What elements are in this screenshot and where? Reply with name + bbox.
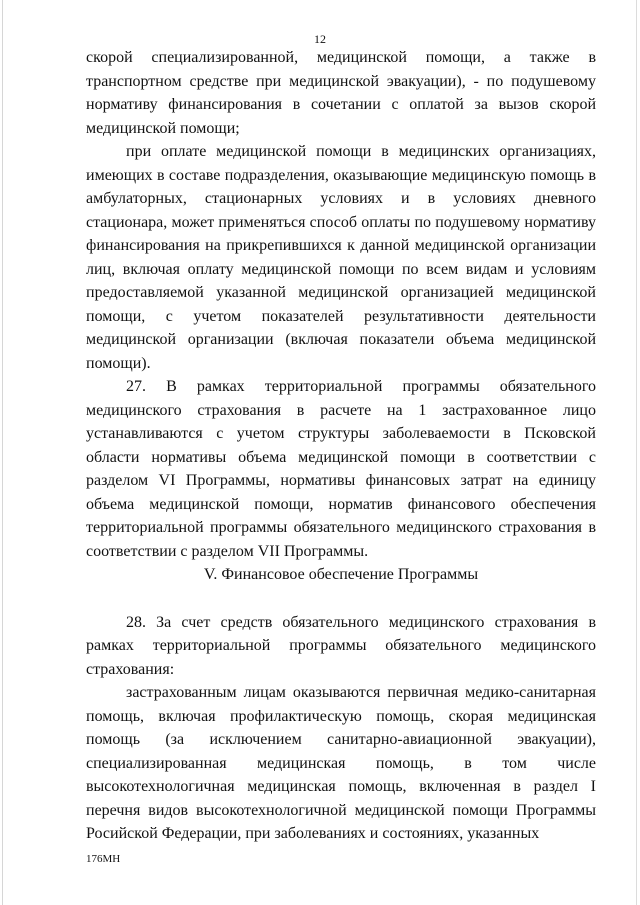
paragraph-27: 27. В рамках территориальной программы обязательного медицинского страхования в расчете на 1 застрахованное лицо устанавливаются с учетом структуры заболеваемости в Псковской области нормативы объема медицинской помощи в соответствии с разделом VI Программы, нормативы финансовых затрат на единицу объема медицинской помощи, норматив финансового обеспечения территориальной программы обязательного медицинского страхования в соответствии с разделом VII Программы. (86, 378, 596, 560)
scan-edge-right (636, 0, 637, 905)
paragraph-insured-persons: застрахованным лицам оказываются первичная медико-санитарная помощь, включая профилактическую помощь, скорая медицинская помощь (за исключением санитарно-авиационной эвакуации), специализированная медицинская помощь, в том числе высокотехнологичная медицинская помощь, включенная в раздел I перечня видов высокотехнологичной медицинской помощи Программы Росийской Федерации, при заболеваниях и состояниях, указанных (86, 684, 596, 842)
document-code: 176МН (86, 853, 121, 865)
body-text (86, 46, 596, 846)
paragraph-payment-method: при оплате медицинской помощи в медицинских организациях, имеющих в составе подразделения, оказывающие медицинскую помощь в амбулаторных, стационарных условиях и в условиях дневного стационара, может применяться способ оплаты по подушевому нормативу финансирования на прикрепившихся к данной медицинской организации лиц, включая оплату медицинской помощи по всем видам и условиям предоставляемой указанной медицинской организацией медицинской помощи, с учетом показателей результативности деятельности медицинской организации (включая показатели объема медицинской помощи). (86, 143, 596, 372)
page-number: 12 (314, 32, 326, 46)
scan-edge-left (2, 0, 3, 905)
paragraph-28: 28. За счет средств обязательного медицинского страхования в рамках территориальной программы обязательного медицинского страхования: (86, 613, 596, 678)
paragraph-continuation: скорой специализированной, медицинской помощи, а также в транспортном средстве при медицинской эвакуации), - по подушевому нормативу финансирования в сочетании с оплатой за вызов скорой медицинской помощи; (86, 49, 596, 137)
section-heading: V. Финансовое обеспечение Программы (203, 566, 479, 583)
